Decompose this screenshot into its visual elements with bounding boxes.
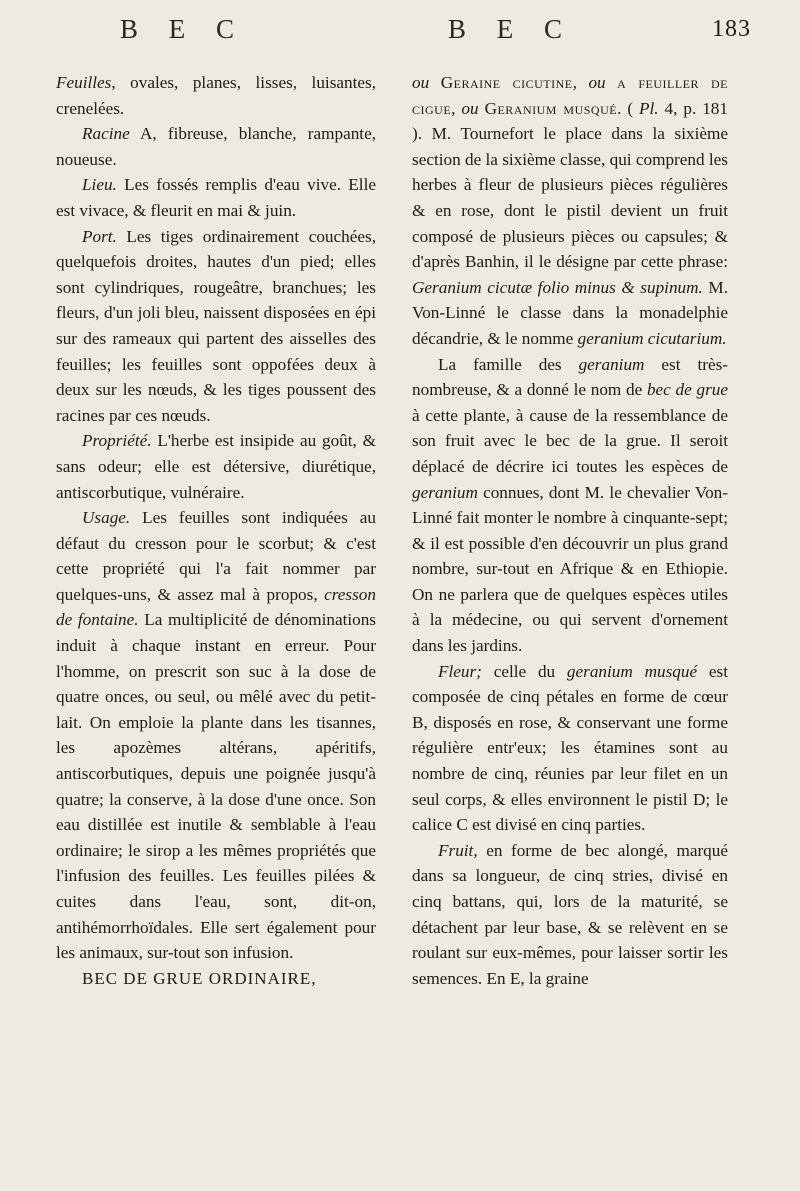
section-label: Usage. <box>82 508 131 528</box>
plate-reference: Pl. <box>639 98 659 118</box>
section-label: Feuilles <box>56 73 112 92</box>
paragraph-text: ou <box>412 73 441 92</box>
latin-phrase: Geranium cicutæ folio minus & supinum. <box>412 277 703 297</box>
paragraph-text: La multiplicité de dénominations induit à chaque instant en erreur. Pour l'homme, on prescrit son suc à la dose de quatre onces, ou seul, ou mêlé avec du petit-lait. On emploie la plante dans les tisannes, les apozèmes altérans, apéritifs, antiscorbutiques, depuis une poignée jusqu'à quatre; la conserve, à la dose d'une once. Son eau distillée est inutile & semblable à l'eau ordinaire; le sirop a les mêmes propriétés que l'infusion des feuilles. Les feuilles pilées & cuites dans l'eau, sont, dit-on, antihémorrhoïdales. Elle sert également pour les animaux, sur-tout son infusion. <box>56 610 376 963</box>
section-label: Lieu. <box>82 175 117 195</box>
paragraph-text: à cette plante, à cause de la ressemblance de son fruit avec le bec de la grue. Il seroit déplacé de décrire ici toutes les espèces de <box>412 405 728 476</box>
section-label: Port. <box>82 226 117 246</box>
section-label: Racine <box>82 124 130 144</box>
paragraph-text: Les fossés remplis d'eau vive. Elle est vivace, & fleurit en mai & juin. <box>56 175 376 220</box>
paragraph-text: Les tiges ordinairement couchées, quelquefois droites, hautes d'un pied; elles sont cylindriques, rougeâtre, branchues; les fleurs, d'un joli bleu, naissent disposées en épi sur des rameaux qui partent des aisselles des feuilles; les feuilles sont oppofées deux à deux sur les nœuds, & les tiges poussent des racines par ces nœuds. <box>56 226 376 425</box>
paragraph-text: , ou <box>451 98 485 118</box>
paragraph-text: Les feuilles sont indiquées au défaut du cresson pour le scorbut; & c'est cette propriété qui l'a fait nommer par quelques-uns, & assez mal à propos, <box>56 508 376 604</box>
italic-term: bec de grue <box>646 380 728 400</box>
paragraph-text: 4, p. 181 ). M. Tournefort le place dans la sixième section de la sixième classe, qui comprend les herbes à fleur de plusieurs pièces régulières & en rose, dont le pistil devient un fruit composé de plusieurs pièces ou capsules; & d'après Banhin, il le désigne par cette phrase: <box>412 98 728 272</box>
paragraph-text: , ovales, planes, lisses, luisantes, crenelées. <box>56 73 376 118</box>
paragraph-text: est très-nombreuse, & a donné le nom de <box>412 354 729 400</box>
paragraph-text: celle du <box>481 661 567 681</box>
section-heading: BEC DE GRUE ORDINAIRE, <box>82 968 317 988</box>
paragraph-usage <box>56 505 376 966</box>
right-column <box>412 70 728 991</box>
paragraph-text: , ou <box>572 73 618 92</box>
paragraph-text: M. Von-Linné le classe dans la monadelphie décandrie, & le nomme <box>412 277 728 348</box>
left-column <box>56 70 376 991</box>
running-head-left: B E C <box>120 14 247 44</box>
italic-term: geranium <box>412 482 478 502</box>
paragraph-text: A, fibreuse, blanche, rampante, noueuse. <box>56 124 376 169</box>
italic-term: geranium <box>578 354 645 374</box>
paragraph-feuilles <box>56 70 376 121</box>
paragraph-port <box>56 224 376 429</box>
italic-term: geranium musqué <box>566 661 698 681</box>
section-label: Propriété. <box>82 431 152 451</box>
paragraph-text: L'herbe est insipide au goût, & sans odeur; elle est détersive, diurétique, antiscorbutique, vulnéraire. <box>56 431 376 502</box>
paragraph-text: La famille des <box>438 354 579 374</box>
name-small-caps: Geranium musqué <box>484 98 618 118</box>
name-small-caps: Geraine cicutine <box>440 73 573 92</box>
paragraph-text: est composée de cinq pétales en forme de cœur B, disposés en rose, & conservant une forme régulière entr'eux; les étamines sont au nombre de cinq, réunies par leur filet en un seul corps, & elles environnent le pistil D; le calice C est divisé en cinq parties. <box>412 661 728 835</box>
paragraph-text: connues, dont M. le chevalier Von-Linné fait monter le nombre à cinquante-sept; & il est possible d'en découvrir un plus grand nombre, sur-tout en Afrique & en Ethiopie. On ne parlera que de quelques espèces utiles à la médecine, ou qui servent d'ornement dans les jardins. <box>412 482 728 656</box>
paragraph-racine <box>56 121 376 172</box>
latin-name: geranium cicutarium. <box>577 328 727 348</box>
name-small-caps: a feuiller de cigue <box>412 73 728 118</box>
paragraph-famille <box>412 352 728 659</box>
paragraph-lieu <box>56 172 376 223</box>
running-head-right: B E C <box>448 14 575 44</box>
italic-term: cresson de fontaine. <box>56 584 376 630</box>
page-number: 183 <box>712 16 751 42</box>
paragraph-fleur <box>412 659 728 838</box>
paragraph-text: en forme de bec alongé, marqué dans sa longueur, de cinq stries, divisé en cinq battans, qui, lors de la maturité, se détachent par leur base, & se relèvent en se roulant sur eux-mêmes, pour laisser sortir les semences. En E, la graine <box>412 840 728 988</box>
paragraph-text: . ( <box>617 98 640 118</box>
paragraph-fruit <box>412 838 728 992</box>
paragraph-synonyms <box>412 70 728 352</box>
section-label: Fleur; <box>438 661 482 681</box>
paragraph-propriete <box>56 428 376 505</box>
section-label: Fruit, <box>438 840 478 860</box>
